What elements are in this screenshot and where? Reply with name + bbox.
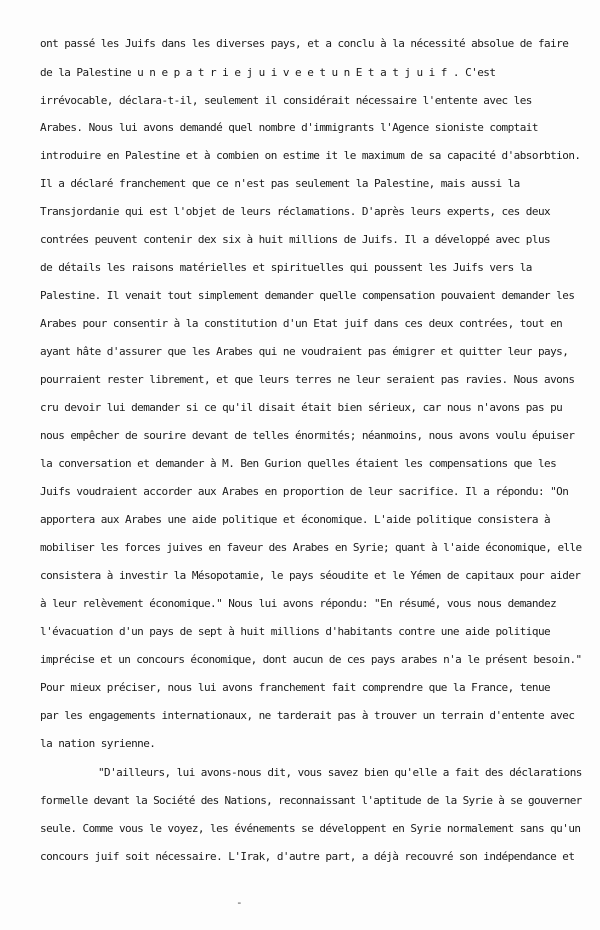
text-line: pourraient rester librement, et que leurs terres ne leur seraient pas ravies. Nous avons — [40, 373, 575, 386]
text-line: Arabes. Nous lui avons demandé quel nombre d'immigrants l'Agence sioniste comptait — [40, 121, 538, 134]
text-line: de la Palestine u n e p a t r i e j u i v e e t u n E t a t j u i f . C'est — [40, 66, 496, 79]
text-line: introduire en Palestine et à combien on estime it le maximum de sa capacité d'absorbtion. — [40, 149, 581, 162]
text-line: mobiliser les forces juives en faveur des Arabes en Syrie; quant à l'aide économique, elle — [40, 541, 582, 554]
text-line: concours juif soit nécessaire. L'Irak, d'autre part, a déjà recouvré son indépendance et — [40, 850, 575, 863]
text-line: de détails les raisons matérielles et spirituelles qui poussent les Juifs vers la — [40, 261, 532, 274]
text-line: Il a déclaré franchement que ce n'est pas seulement la Palestine, mais aussi la — [40, 177, 520, 190]
text-line: ayant hâte d'assurer que les Arabes qui ne voudraient pas émigrer et quitter leur pays, — [40, 345, 569, 358]
text-line: la conversation et demander à M. Ben Gurion quelles étaient les compensations que les — [40, 457, 557, 470]
text-line: l'évacuation d'un pays de sept à huit millions d'habitants contre une aide politique — [40, 625, 551, 638]
text-line: Transjordanie qui est l'objet de leurs réclamations. D'après leurs experts, ces deux — [40, 205, 551, 218]
text-line: ont passé les Juifs dans les diverses pays, et a conclu à la nécessité absolue de faire — [40, 37, 569, 50]
text-line: "D'ailleurs, lui avons-nous dit, vous savez bien qu'elle a fait des déclarations — [98, 766, 582, 779]
text-line: seule. Comme vous le voyez, les événements se développent en Syrie normalement sans qu'un — [40, 822, 581, 835]
text-line: consistera à investir la Mésopotamie, le pays séoudite et le Yémen de capitaux pour aider — [40, 569, 581, 582]
text-line: Palestine. Il venait tout simplement demander quelle compensation pouvaient demander les — [40, 289, 575, 302]
text-line: formelle devant la Société des Nations, reconnaissant l'aptitude de la Syrie à se gouverner — [40, 794, 582, 807]
text-line: nous empêcher de sourire devant de telles énormités; néanmoins, nous avons voulu épuiser — [40, 429, 575, 442]
text-line: imprécise et un concours économique, dont aucun de ces pays arabes n'a le présent besoin." — [40, 653, 582, 666]
text-line: par les engagements internationaux, ne tarderait pas à trouver un terrain d'entente avec — [40, 709, 575, 722]
text-line: Juifs voudraient accorder aux Arabes en proportion de leur sacrifice. Il a répondu: "On — [40, 485, 569, 498]
page-mark: - — [236, 896, 243, 909]
text-line: Pour mieux préciser, nous lui avons franchement fait comprendre que la France, tenue — [40, 681, 551, 694]
text-line: à leur relèvement économique." Nous lui avons répondu: "En résumé, vous nous demandez — [40, 597, 557, 610]
text-line: cru devoir lui demander si ce qu'il disait était bien sérieux, car nous n'avons pas pu — [40, 401, 563, 414]
text-line: Arabes pour consentir à la constitution d'un Etat juif dans ces deux contrées, tout en — [40, 317, 563, 330]
text-line: irrévocable, déclara-t-il, seulement il considérait nécessaire l'entente avec les — [40, 94, 532, 107]
text-line: contrées peuvent contenir dex six à huit millions de Juifs. Il a développé avec plus — [40, 233, 551, 246]
text-line: la nation syrienne. — [40, 737, 156, 750]
text-line: apportera aux Arabes une aide politique et économique. L'aide politique consistera à — [40, 513, 551, 526]
